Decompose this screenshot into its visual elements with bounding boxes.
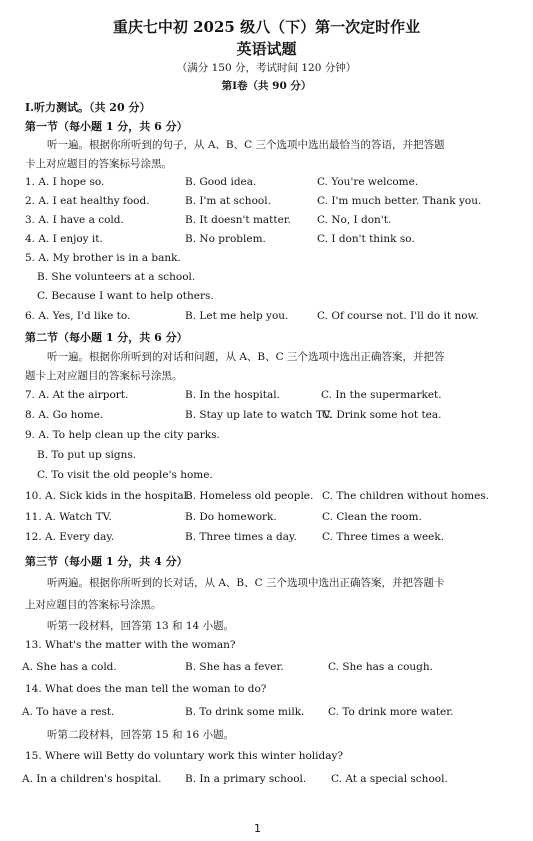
question-option: B. To put up signs. (37, 449, 137, 461)
question-option: C. I don't think so. (317, 233, 415, 245)
question-option: C. Three times a week. (322, 531, 445, 543)
question-option: B. Let me help you. (185, 310, 289, 322)
question-option: C. No, I don't. (317, 214, 392, 226)
question-option: B. Do homework. (185, 511, 277, 523)
section-heading: 第三节（每小题 1 分，共 4 分） (25, 555, 188, 568)
volume-title: 第Ⅰ卷（共 90 分） (221, 80, 312, 92)
question-option: 9. A. To help clean up the city parks. (25, 429, 220, 441)
question-option: C. Drink some hot tea. (322, 409, 442, 421)
question-option: 2. A. I eat healthy food. (25, 195, 150, 207)
question-option: B. She has a fever. (185, 661, 284, 673)
question-option: 6. A. Yes, I'd like to. (25, 310, 131, 322)
question-option: 11. A. Watch TV. (25, 511, 112, 523)
instruction: 题卡上对应题目的答案标号涂黑。 (25, 370, 183, 382)
question-option: 7. A. At the airport. (25, 389, 129, 401)
page-number: 1 (254, 822, 261, 835)
question-option: B. I'm at school. (185, 195, 271, 207)
question-option: B. To drink some milk. (185, 706, 305, 718)
question-option: C. You're welcome. (317, 176, 419, 188)
question-option: 8. A. Go home. (25, 409, 104, 421)
question-stem: 13. What's the matter with the woman? (25, 639, 236, 651)
part-heading: I.听力测试。（共 20 分） (25, 101, 151, 114)
question-option: 3. A. I have a cold. (25, 214, 124, 226)
question-option: B. No problem. (185, 233, 266, 245)
question-option: B. In the hospital. (185, 389, 280, 401)
question-option: C. Of course not. I'll do it now. (317, 310, 479, 322)
question-option: C. Clean the room. (322, 511, 422, 523)
material-note: 听第一段材料，回答第 13 和 14 小题。 (47, 620, 235, 632)
question-option: A. In a children's hospital. (22, 773, 162, 785)
question-option: B. She volunteers at a school. (37, 271, 196, 283)
exam-title: 重庆七中初 2025 级八（下）第一次定时作业 (112, 18, 421, 36)
exam-meta: （满分 150 分，考试时间 120 分钟） (176, 62, 357, 74)
instruction: 听一遍。根据你所听到的对话和问题，从 A、B、C 三个选项中选出正确答案，并把答 (47, 351, 445, 363)
question-option: C. In the supermarket. (321, 389, 442, 401)
question-option: 1. A. I hope so. (25, 176, 105, 188)
question-option: C. To drink more water. (328, 706, 454, 718)
material-note: 听第二段材料，回答第 15 和 16 小题。 (47, 729, 235, 741)
question-stem: 15. Where will Betty do voluntary work this winter holiday? (25, 750, 344, 762)
question-option: B. Good idea. (185, 176, 257, 188)
instruction: 听一遍。根据你所听到的句子，从 A、B、C 三个选项中选出最恰当的答语，并把答题 (47, 139, 445, 151)
section-heading: 第二节（每小题 1 分，共 6 分） (25, 331, 188, 344)
question-option: B. In a primary school. (185, 773, 307, 785)
question-option: B. Stay up late to watch TV. (185, 409, 332, 421)
question-option: C. At a special school. (331, 773, 448, 785)
subject-title: 英语试题 (236, 40, 297, 58)
question-option: 10. A. Sick kids in the hospital. (25, 490, 191, 502)
question-option: C. To visit the old people's home. (37, 469, 213, 481)
instruction: 听两遍。根据你所听到的长对话，从 A、B、C 三个选项中选出正确答案，并把答题卡 (47, 577, 445, 589)
question-option: C. She has a cough. (328, 661, 433, 673)
question-option: A. She has a cold. (22, 661, 117, 673)
question-option: C. The children without homes. (322, 490, 490, 502)
question-option: B. Three times a day. (185, 531, 297, 543)
question-option: C. Because I want to help others. (37, 290, 214, 302)
section-heading: 第一节（每小题 1 分，共 6 分） (25, 120, 188, 133)
question-option: C. I'm much better. Thank you. (317, 195, 482, 207)
question-stem: 14. What does the man tell the woman to do? (25, 683, 267, 695)
question-option: 5. A. My brother is in a bank. (25, 252, 181, 264)
question-option: A. To have a rest. (22, 706, 115, 718)
instruction: 上对应题目的答案标号涂黑。 (25, 599, 162, 611)
question-option: 4. A. I enjoy it. (25, 233, 103, 245)
question-option: 12. A. Every day. (25, 531, 115, 543)
instruction: 卡上对应题目的答案标号涂黑。 (25, 158, 172, 170)
question-option: B. It doesn't matter. (185, 214, 292, 226)
question-option: B. Homeless old people. (185, 490, 314, 502)
